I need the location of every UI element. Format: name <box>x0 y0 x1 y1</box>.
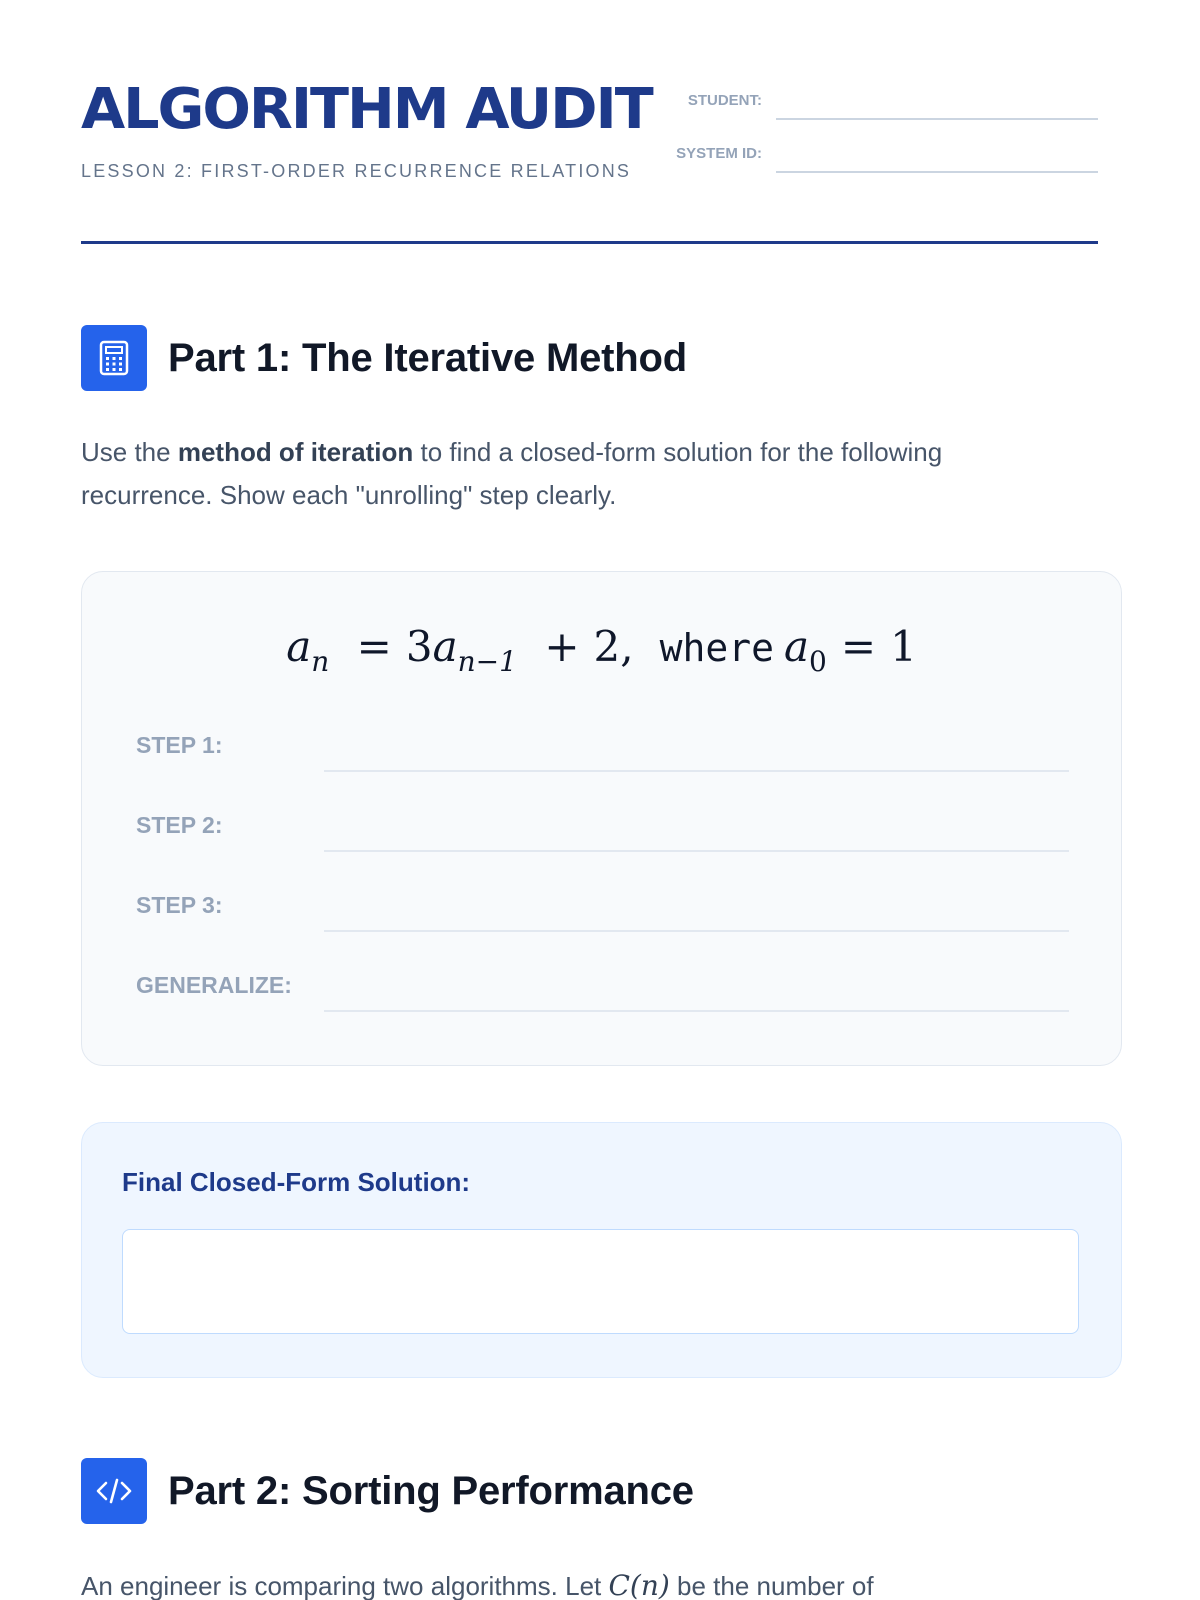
generalize-answer-line[interactable] <box>324 1010 1069 1012</box>
part1-heading <box>81 325 687 391</box>
eq-init-equals: = <box>840 622 877 671</box>
part1-instructions <box>81 431 1041 517</box>
eq-plus: + <box>544 622 580 671</box>
part2-heading <box>81 1458 694 1524</box>
system-id-field[interactable] <box>666 141 1098 171</box>
page-header <box>81 0 1098 244</box>
code-icon <box>81 1458 147 1524</box>
eq-rhs-var: a <box>432 622 458 671</box>
step-2-answer-line[interactable] <box>324 850 1069 852</box>
part2-text-end: be the number of <box>669 1571 874 1600</box>
part2-text-start: An engineer is comparing two algorithms. Let <box>81 1571 609 1600</box>
eq-rhs-sub: n−1 <box>457 645 517 678</box>
step-3-label: STEP 3: <box>136 892 223 918</box>
eq-lhs-var: a <box>286 622 312 671</box>
final-solution-box <box>81 1122 1122 1378</box>
eq-lhs-sub: n <box>311 645 330 678</box>
intro-text-end: to find a closed-form solution for the following recurrence. Show each "unrolling" step clearly. <box>81 437 943 510</box>
step-1-row[interactable] <box>136 730 1069 774</box>
eq-equals: = <box>356 622 392 671</box>
student-input-line[interactable] <box>776 118 1098 120</box>
problem-box <box>81 571 1122 1066</box>
step-1-label: STEP 1: <box>136 732 223 758</box>
intro-emphasis: method of iteration <box>177 437 414 467</box>
final-solution-input[interactable] <box>122 1229 1079 1334</box>
system-id-label: SYSTEM ID: <box>676 145 762 162</box>
part2-math-cn: C(n) <box>608 1569 670 1600</box>
recurrence-equation <box>82 622 1121 678</box>
system-id-input-line[interactable] <box>776 171 1098 173</box>
page-subtitle: LESSON 2: FIRST-ORDER RECURRENCE RELATIONS <box>81 161 632 181</box>
part2-title: Part 2: Sorting Performance <box>168 1468 694 1513</box>
eq-init-val: 1 <box>890 622 917 671</box>
step-3-answer-line[interactable] <box>324 930 1069 932</box>
eq-init-var: a <box>783 622 810 671</box>
eq-where: where <box>659 626 774 670</box>
step-2-label: STEP 2: <box>136 812 223 838</box>
step-3-row[interactable] <box>136 890 1069 934</box>
eq-const: 2, <box>593 622 634 671</box>
step-1-answer-line[interactable] <box>324 770 1069 772</box>
intro-text-start: Use the <box>81 437 178 467</box>
part2-instructions <box>81 1569 874 1600</box>
part1-title: Part 1: The Iterative Method <box>168 335 687 380</box>
generalize-row[interactable] <box>136 970 1069 1014</box>
generalize-label: GENERALIZE: <box>136 972 292 998</box>
eq-init-sub: 0 <box>809 645 827 678</box>
step-2-row[interactable] <box>136 810 1069 854</box>
page-title: ALGORITHM AUDIT <box>81 77 652 142</box>
final-solution-label: Final Closed-Form Solution: <box>122 1167 471 1197</box>
student-label: STUDENT: <box>687 92 762 109</box>
calculator-icon <box>81 325 147 391</box>
student-field[interactable] <box>666 88 1098 118</box>
eq-coef: 3 <box>405 622 433 671</box>
